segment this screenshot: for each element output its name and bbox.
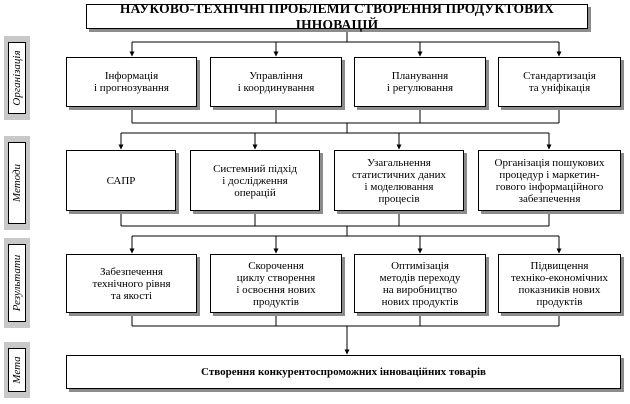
method-search-marketing: Організація пошукових процедур і маркетин- гового інформаційного забезпечення — [478, 150, 621, 211]
side-label-methods: Методи — [11, 163, 23, 203]
method-statistics-modeling: Узагальнення статистичних даних і моделювання процесів — [334, 150, 464, 211]
side-band-organization — [4, 36, 30, 120]
side-label-organization: Організація — [11, 50, 23, 106]
side-label-results: Результати — [11, 254, 23, 312]
org-planning-regulation: Планування і регулювання — [354, 57, 486, 107]
result-technical-quality: Забезпечення технічного рівня та якості — [66, 254, 197, 313]
result-production-optimization: Оптимізація методів переходу на виробництво нових продуктів — [354, 254, 486, 313]
goal-box: Створення конкурентоспроможних інноваційних товарів — [66, 355, 621, 389]
org-management-coordination: Управління і координування — [210, 57, 342, 107]
side-band-results — [4, 238, 30, 328]
method-cad: САПР — [66, 150, 176, 211]
side-label-goal: Мета — [11, 356, 23, 384]
result-techno-economic-indicators: Підвищення техніко-економічних показників нових продуктів — [498, 254, 621, 313]
method-systems-approach: Системний підхід і дослідження операцій — [190, 150, 320, 211]
org-standardization-unification: Стандартизація та уніфікація — [498, 57, 621, 107]
org-info-forecasting: Інформація і прогнозування — [66, 57, 197, 107]
side-band-goal — [4, 342, 30, 398]
result-cycle-reduction: Скорочення циклу створення і освоєння нових продуктів — [210, 254, 342, 313]
diagram-title: НАУКОВО-ТЕХНІЧНІ ПРОБЛЕМИ СТВОРЕННЯ ПРОДУКТОВИХ ІННОВАЦІЙ — [86, 4, 588, 29]
side-band-methods — [4, 136, 30, 230]
